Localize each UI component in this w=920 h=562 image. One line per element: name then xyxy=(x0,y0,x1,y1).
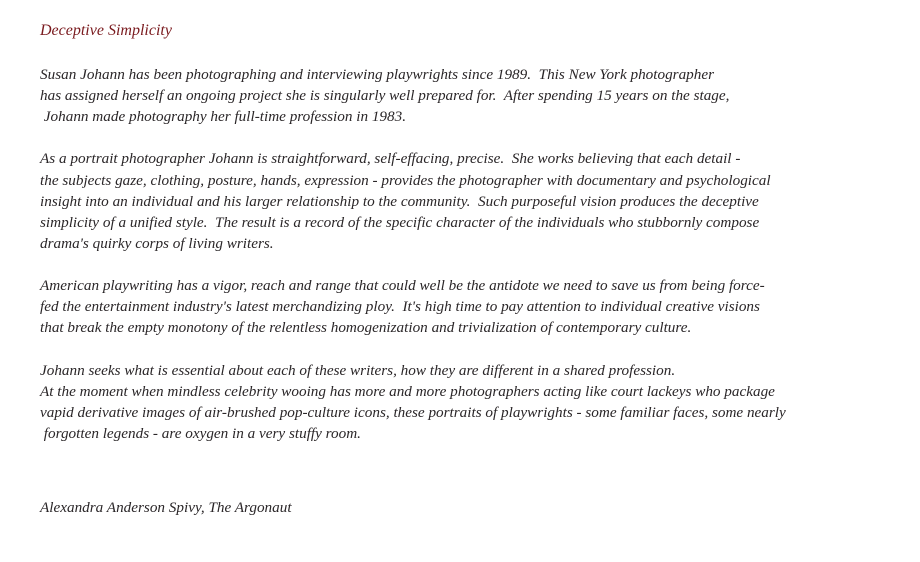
paragraph-line: the subjects gaze, clothing, posture, hands, expression - provides the photographer with documentary and psychological xyxy=(40,171,771,189)
paragraph-1 xyxy=(40,64,910,127)
paragraph-line: Susan Johann has been photographing and interviewing playwrights since 1989. This New York photographer xyxy=(40,66,715,83)
author-signature: Alexandra Anderson Spivy, The Argonaut xyxy=(40,499,292,516)
paragraph-line: At the moment when mindless celebrity wooing has more and more photographers acting like court lackeys who package xyxy=(40,382,775,400)
paragraph-line: forgotten legends - are oxygen in a very stuffy room. xyxy=(40,424,361,442)
paragraph-3 xyxy=(40,275,910,338)
paragraph-line: fed the entertainment industry's latest merchandizing ploy. It's high time to pay attention to individual creative visions xyxy=(40,298,760,316)
paragraph-line: has assigned herself an ongoing project she is singularly well prepared for. After spending 15 years on the stage, xyxy=(40,87,730,105)
article-title: Deceptive Simplicity xyxy=(40,22,172,39)
article xyxy=(40,20,910,465)
paragraph-line: As a portrait photographer Johann is straightforward, self-effacing, precise. She works believing that each detail - xyxy=(40,150,741,168)
paragraph-line: that break the empty monotony of the relentless homogenization and trivialization of contemporary culture. xyxy=(40,319,692,337)
paragraph-line: Johann made photography her full-time profession in 1983. xyxy=(40,108,407,126)
paragraph-2 xyxy=(40,148,910,253)
paragraph-line: vapid derivative images of air-brushed pop-culture icons, these portraits of playwrights - some familiar faces, some nearly xyxy=(40,403,786,421)
paragraph-line: American playwriting has a vigor, reach and range that could well be the antidote we need to save us from being force- xyxy=(40,277,765,295)
paragraph-line: Johann seeks what is essential about each of these writers, how they are different in a shared profession. xyxy=(40,361,676,379)
paragraph-4 xyxy=(40,360,910,444)
paragraph-line: insight into an individual and his larger relationship to the community. Such purposeful vision produces the deceptive xyxy=(40,192,759,210)
paragraph-line: simplicity of a unified style. The result is a record of the specific character of the individuals who stubbornly compose xyxy=(40,213,760,231)
paragraph-line: drama's quirky corps of living writers. xyxy=(40,234,274,252)
